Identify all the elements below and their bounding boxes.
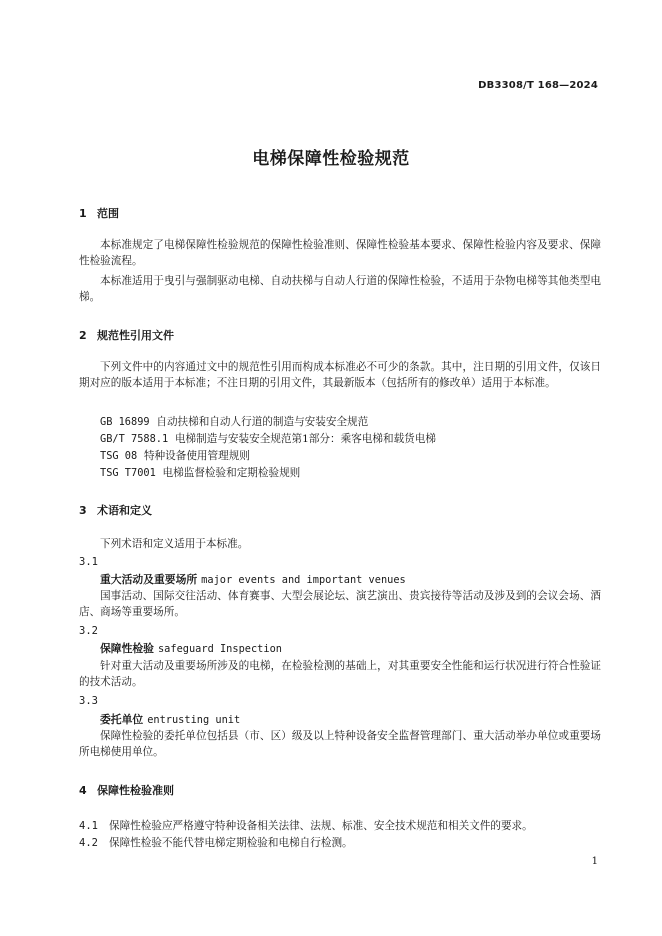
term-definition: 国事活动、国际交往活动、体育赛事、大型会展论坛、演艺演出、贵宾接待等活动及涉及到的会议会场、酒店、商场等重要场所。 xyxy=(79,590,601,618)
term-name xyxy=(100,641,282,656)
scope-paragraph-1: 本标准规定了电梯保障性检验规范的保障性检验准则、保障性检验基本要求、保障性检验内容及要求、保障性检验流程。 xyxy=(79,239,601,267)
reference-item xyxy=(100,465,300,480)
section-number: 1 xyxy=(79,207,87,220)
section-3-heading xyxy=(79,502,152,518)
term-chinese: 委托单位 xyxy=(100,713,144,726)
term-number: 3.2 xyxy=(79,625,98,637)
section-title: 保障性检验准则 xyxy=(97,784,174,797)
term-definition: 针对重大活动及重要场所涉及的电梯，在检验检测的基础上，对其重要安全性能和运行状况进行符合性验证的技术活动。 xyxy=(79,660,601,688)
section-4-heading xyxy=(79,782,174,798)
section-2-heading xyxy=(79,327,174,343)
reference-title: 电梯监督检验和定期检验规则 xyxy=(162,467,301,479)
term-name xyxy=(100,712,240,727)
section-number: 3 xyxy=(79,504,87,517)
term-english: entrusting unit xyxy=(147,714,241,726)
terms-intro: 下列术语和定义适用于本标准。 xyxy=(100,538,249,550)
reference-code: TSG 08 xyxy=(100,450,138,462)
section-1-heading xyxy=(79,205,119,221)
references-intro: 下列文件中的内容通过文中的规范性引用而构成本标准必不可少的条款。其中，注日期的引用文件，仅该日期对应的版本适用于本标准；不注日期的引用文件，其最新版本（包括所有的修改单）适用于本标准。 xyxy=(79,361,601,389)
clause-number: 4.1 xyxy=(79,820,98,832)
document-title: 电梯保障性检验规范 xyxy=(252,149,410,169)
clause-text: 保障性检验不能代替电梯定期检验和电梯自行检测。 xyxy=(109,837,353,849)
reference-item xyxy=(100,431,436,446)
section-title: 规范性引用文件 xyxy=(97,329,174,342)
clause-item xyxy=(79,818,533,833)
section-number: 2 xyxy=(79,329,87,342)
term-name xyxy=(100,572,406,587)
reference-code: GB 16899 xyxy=(100,416,150,428)
section-title: 术语和定义 xyxy=(97,504,152,517)
clause-text: 保障性检验应严格遵守特种设备相关法律、法规、标准、安全技术规范和相关文件的要求。 xyxy=(109,820,533,832)
reference-title: 特种设备使用管理规则 xyxy=(143,450,250,462)
reference-code: TSG T7001 xyxy=(100,467,156,479)
section-number: 4 xyxy=(79,784,87,797)
reference-item xyxy=(100,448,250,463)
reference-item xyxy=(100,414,368,429)
term-number: 3.3 xyxy=(79,695,98,707)
term-number: 3.1 xyxy=(79,556,98,568)
reference-title: 电梯制造与安装安全规范第1部分：乘客电梯和载货电梯 xyxy=(174,433,436,445)
clause-number: 4.2 xyxy=(79,837,98,849)
reference-code: GB/T 7588.1 xyxy=(100,433,169,445)
reference-title: 自动扶梯和自动人行道的制造与安装安全规范 xyxy=(156,416,369,428)
term-chinese: 重大活动及重要场所 xyxy=(100,573,198,586)
term-english: safeguard Inspection xyxy=(157,643,282,655)
term-definition: 保障性检验的委托单位包括县（市、区）级及以上特种设备安全监督管理部门、重大活动举办单位或重要场所电梯使用单位。 xyxy=(79,730,601,758)
page-number: 1 xyxy=(591,856,598,867)
scope-paragraph-2: 本标准适用于曳引与强制驱动电梯、自动扶梯与自动人行道的保障性检验，不适用于杂物电梯等其他类型电梯。 xyxy=(79,275,601,303)
term-english: major events and important venues xyxy=(201,574,406,586)
section-title: 范围 xyxy=(97,207,119,220)
term-chinese: 保障性检验 xyxy=(100,642,154,655)
standard-number: DB3308/T 168—2024 xyxy=(478,80,598,91)
clause-item xyxy=(79,835,353,850)
